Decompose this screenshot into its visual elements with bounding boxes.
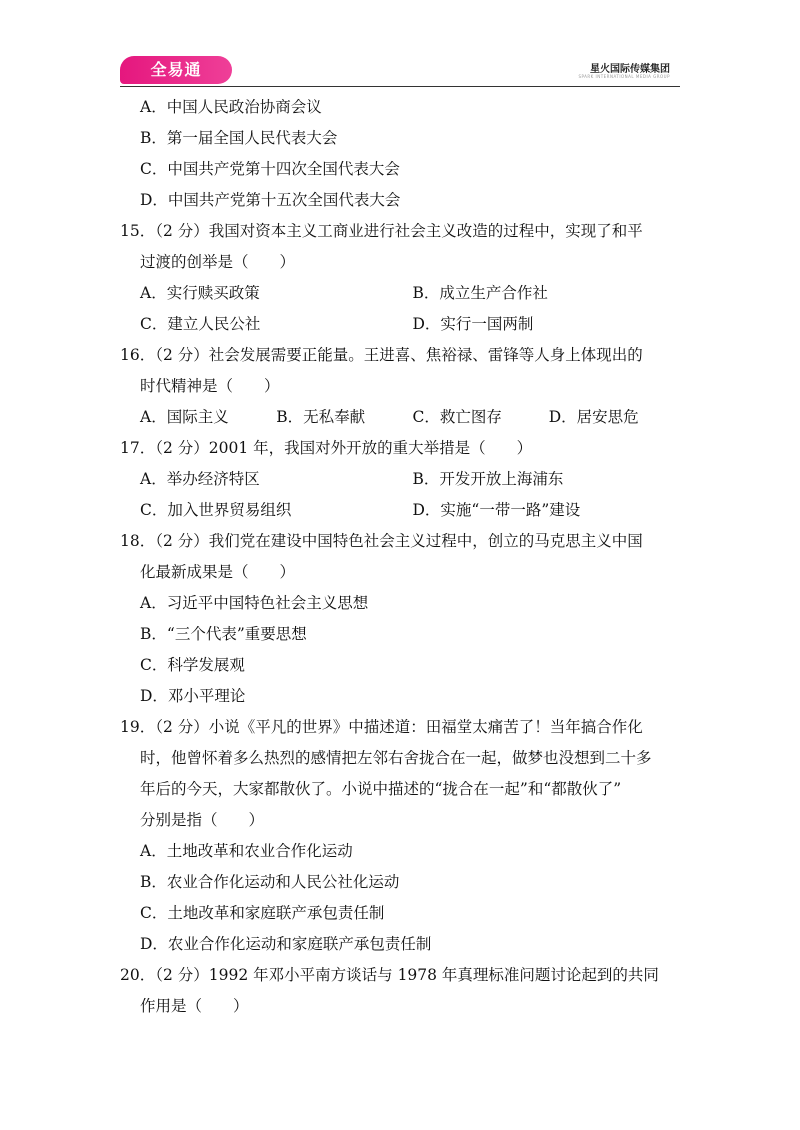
q18-option-c: C．科学发展观 (140, 656, 245, 674)
q15-options-row1 (120, 278, 685, 309)
q16-option-c: C．救亡图存 (412, 408, 502, 426)
q15-option-a: A．实行赎买政策 (140, 284, 260, 302)
q19-stem: 19．（2 分）小说《平凡的世界》中描述道：田福堂太痛苦了！当年搞合作化 (120, 718, 643, 736)
q20-stem: 20．（2 分）1992 年邓小平南方谈话与 1978 年真理标准问题讨论起到的共同 (120, 966, 659, 984)
q20-stem-cont: 作用是（ ） (140, 997, 249, 1015)
q16-stem-cont: 时代精神是（ ） (140, 377, 280, 395)
q19-stem-cont-1: 时，他曾怀着多么热烈的感情把左邻右舍拢合在一起，做梦也没想到二十多 (140, 749, 652, 767)
brand-name: 星火国际传媒集团 (590, 64, 670, 75)
q17-option-c: C．加入世界贸易组织 (140, 501, 292, 519)
q18-stem: 18．（2 分）我们党在建设中国特色社会主义过程中，创立的马克思主义中国 (120, 532, 643, 550)
q17-options-row1 (120, 464, 685, 495)
q18-stem-cont: 化最新成果是（ ） (140, 563, 296, 581)
q16-stem: 16．（2 分）社会发展需要正能量。王进喜、焦裕禄、雷锋等人身上体现出的 (120, 346, 643, 364)
q14-option-d: D．中国共产党第十五次全国代表大会 (140, 191, 401, 209)
q17-stem: 17．（2 分）2001 年，我国对外开放的重大举措是（ ） (120, 439, 533, 457)
q16-option-b: B．无私奉献 (276, 408, 366, 426)
q18-option-a: A．习近平中国特色社会主义思想 (140, 594, 369, 612)
q17-option-d: D．实施“一带一路”建设 (412, 501, 581, 519)
q17-option-b: B．开发开放上海浦东 (412, 470, 564, 488)
question-list (120, 92, 685, 1022)
q14-option-a: A．中国人民政治协商会议 (140, 98, 322, 116)
q17-options-row2 (120, 495, 685, 526)
brand-subtitle: SPARK INTERNATIONAL MEDIA GROUP (578, 74, 670, 79)
q15-stem-cont: 过渡的创举是（ ） (140, 253, 296, 271)
q15-stem: 15．（2 分）我国对资本主义工商业进行社会主义改造的过程中，实现了和平 (120, 222, 643, 240)
q16-options-row (120, 402, 685, 433)
logo: 全易通 (120, 56, 232, 84)
q15-option-c: C．建立人民公社 (140, 315, 261, 333)
q16-option-a: A．国际主义 (140, 408, 229, 426)
page-header (120, 56, 680, 88)
header-divider (120, 86, 680, 87)
q14-option-c: C．中国共产党第十四次全国代表大会 (140, 160, 400, 178)
q19-stem-cont-3: 分别是指（ ） (140, 811, 265, 829)
q15-option-b: B．成立生产合作社 (412, 284, 548, 302)
q19-stem-cont-2: 年后的今天，大家都散伙了。小说中描述的“拢合在一起”和“都散伙了” (140, 780, 622, 798)
q17-option-a: A．举办经济特区 (140, 470, 260, 488)
q19-option-c: C．土地改革和家庭联产承包责任制 (140, 904, 385, 922)
q15-options-row2 (120, 309, 685, 340)
q18-option-b: B．“三个代表”重要思想 (140, 625, 307, 643)
q19-option-a: A．土地改革和农业合作化运动 (140, 842, 353, 860)
q19-option-b: B．农业合作化运动和人民公社化运动 (140, 873, 400, 891)
q14-option-b: B．第一届全国人民代表大会 (140, 129, 338, 147)
q18-option-d: D．邓小平理论 (140, 687, 246, 705)
q16-option-d: D．居安思危 (548, 408, 639, 426)
q19-option-d: D．农业合作化运动和家庭联产承包责任制 (140, 935, 432, 953)
q15-option-d: D．实行一国两制 (412, 315, 534, 333)
